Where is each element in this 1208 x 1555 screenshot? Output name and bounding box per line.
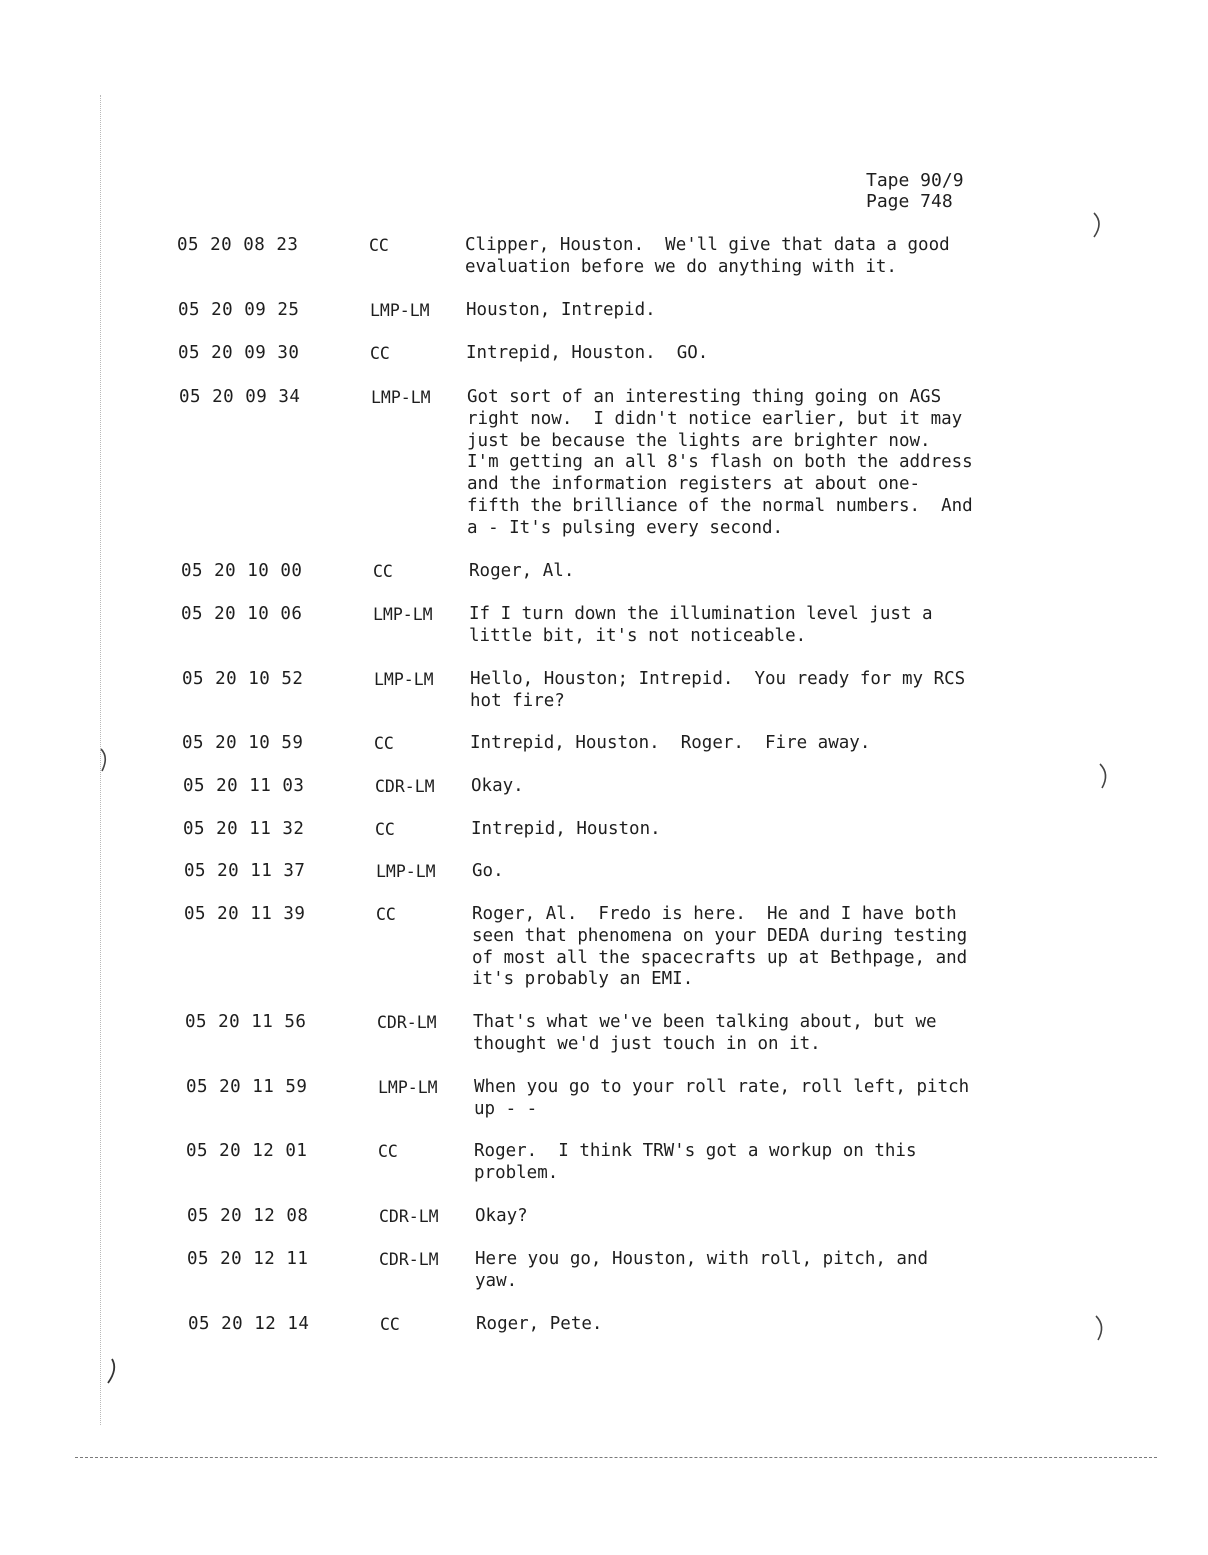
entry-speaker: LMP-LM	[374, 670, 434, 689]
entry-text: Go.	[472, 861, 504, 881]
entry-time: 05 20 11 56	[185, 1012, 307, 1032]
entry-time: 05 20 10 52	[182, 669, 304, 689]
entry-speaker: LMP-LM	[371, 388, 431, 407]
entry-text: Here you go, Houston, with roll, pitch, and yaw.	[475, 1249, 929, 1291]
entry-time: 05 20 12 14	[188, 1314, 310, 1334]
entry-text: Roger, Pete.	[476, 1314, 603, 1334]
binder-mark-icon	[1088, 205, 1112, 245]
entry-time: 05 20 10 06	[181, 604, 303, 624]
binder-mark-icon	[98, 745, 114, 775]
entry-text: Okay.	[471, 776, 524, 796]
entry-time: 05 20 11 03	[183, 776, 305, 796]
entry-time: 05 20 12 01	[186, 1141, 308, 1161]
tape-number: Tape 90/9	[866, 170, 964, 191]
entry-time: 05 20 10 00	[181, 561, 303, 581]
entry-speaker: CC	[376, 905, 396, 924]
entry-time: 05 20 11 39	[184, 904, 306, 924]
entry-text: If I turn down the illumination level just a little bit, it's not noticeable.	[469, 604, 933, 646]
entry-text: Hello, Houston; Intrepid. You ready for my RCS hot fire?	[470, 669, 966, 711]
binder-mark-icon	[1096, 758, 1120, 794]
page-header	[866, 170, 964, 212]
entry-text: That's what we've been talking about, but we thought we'd just touch in on it.	[473, 1012, 937, 1054]
entry-text: Roger, Al. Fredo is here. He and I have both seen that phenomena on your DEDA during testing of most all the spacecrafts up at Bethpage, and it's probably an EMI.	[472, 904, 968, 990]
entry-speaker: CDR-LM	[379, 1207, 439, 1226]
page-number: Page 748	[866, 191, 953, 212]
entry-speaker: CC	[373, 562, 393, 581]
entry-time: 05 20 09 25	[178, 300, 300, 320]
entry-text: Houston, Intrepid.	[466, 300, 656, 320]
entry-text: Intrepid, Houston. GO.	[466, 343, 709, 363]
entry-speaker: CDR-LM	[375, 777, 435, 796]
entry-time: 05 20 11 37	[184, 861, 306, 881]
entry-time: 05 20 09 30	[178, 343, 300, 363]
entry-speaker: LMP-LM	[373, 605, 433, 624]
binder-mark-icon	[104, 1355, 122, 1387]
entry-speaker: LMP-LM	[376, 862, 436, 881]
entry-speaker: CDR-LM	[377, 1013, 437, 1032]
entry-time: 05 20 08 23	[177, 235, 299, 255]
entry-text: Intrepid, Houston.	[471, 819, 661, 839]
entry-speaker: CC	[369, 236, 389, 255]
entry-text: Okay?	[475, 1206, 528, 1226]
entry-time: 05 20 12 08	[187, 1206, 309, 1226]
entry-speaker: CC	[378, 1142, 398, 1161]
entry-text: Roger, Al.	[469, 561, 575, 581]
entry-speaker: CC	[370, 344, 390, 363]
entry-time: 05 20 09 34	[179, 387, 301, 407]
entry-speaker: CC	[374, 734, 394, 753]
entry-speaker: CDR-LM	[379, 1250, 439, 1269]
entry-text: When you go to your roll rate, roll left, pitch up - -	[474, 1077, 970, 1119]
entry-time: 05 20 12 11	[187, 1249, 309, 1269]
entry-speaker: LMP-LM	[378, 1078, 438, 1097]
entry-speaker: CC	[375, 820, 395, 839]
binder-mark-icon	[1092, 1310, 1116, 1346]
entry-time: 05 20 10 59	[182, 733, 304, 753]
bottom-rule	[75, 1457, 1157, 1458]
entry-text: Clipper, Houston. We'll give that data a good evaluation before we do anything with it.	[465, 235, 950, 277]
entry-speaker: LMP-LM	[370, 301, 430, 320]
entry-time: 05 20 11 59	[186, 1077, 308, 1097]
entry-speaker: CC	[380, 1315, 400, 1334]
entry-time: 05 20 11 32	[183, 819, 305, 839]
entry-text: Got sort of an interesting thing going on AGS right now. I didn't notice earlier, but it may just be because the lights are brighter now. I'm getting an all 8's flash on both the address and the information registers at about one- fifth the brilliance of the normal numbers. And a - It's pulsing every second.	[467, 387, 973, 538]
entry-text: Intrepid, Houston. Roger. Fire away.	[470, 733, 871, 753]
entry-text: Roger. I think TRW's got a workup on this problem.	[474, 1141, 917, 1183]
